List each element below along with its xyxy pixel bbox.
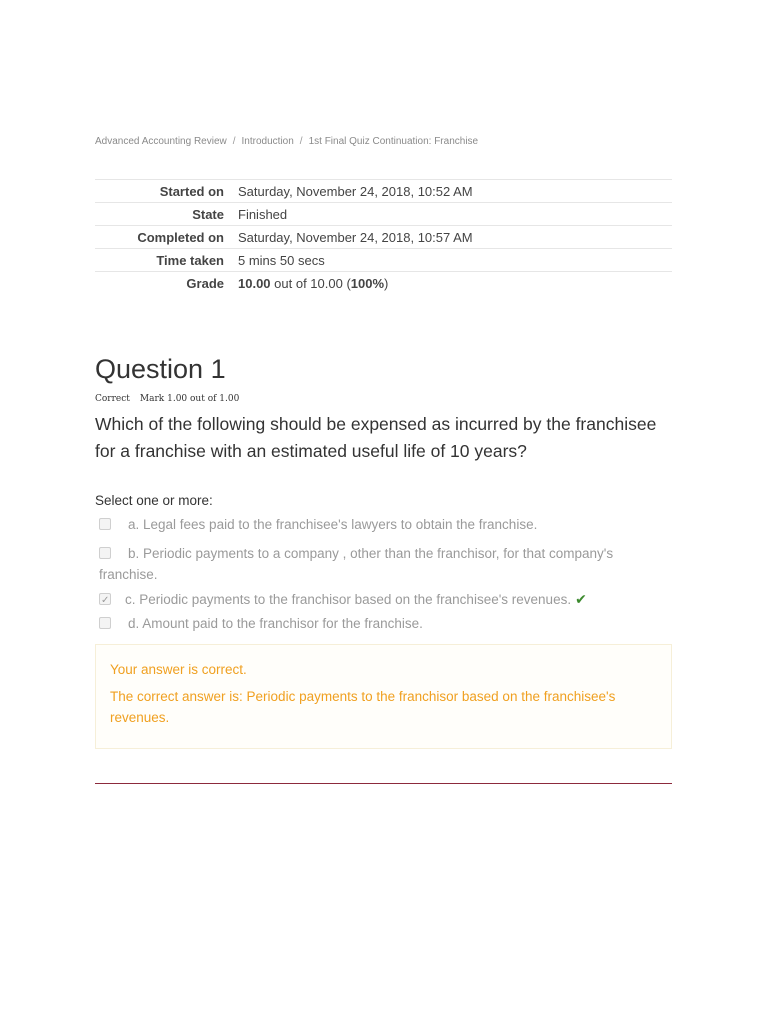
correct-check-icon: ✔: [575, 592, 587, 608]
summary-row-state: [95, 203, 672, 226]
answer-option-a[interactable]: [99, 514, 672, 535]
answer-d-label: d. Amount paid to the franchisor for the franchise.: [128, 616, 423, 631]
completed-on-label: Completed on: [137, 229, 224, 245]
breadcrumb-course[interactable]: Advanced Accounting Review: [95, 136, 227, 147]
question-title: Question 1: [95, 354, 226, 384]
grade-percent: 100%: [350, 275, 385, 291]
breadcrumb-separator: /: [232, 136, 236, 147]
feedback-correct-answer: The correct answer is: Periodic payments to the franchisor based on the franchisee's revenues.: [110, 689, 616, 725]
question-status: Correct: [95, 394, 130, 404]
answer-option-d[interactable]: [99, 613, 672, 634]
answer-b-label: b. Periodic payments to a company , other than the franchisor, for that company's franchise.: [99, 546, 614, 582]
summary-row-completed-on: [95, 226, 672, 249]
completed-on-value: Saturday, November 24, 2018, 10:57 AM: [238, 229, 473, 245]
breadcrumb-section[interactable]: Introduction: [241, 136, 294, 147]
state-value: Finished: [238, 206, 288, 222]
breadcrumb-quiz[interactable]: 1st Final Quiz Continuation: Franchise: [308, 136, 479, 147]
question-divider: [95, 783, 672, 784]
breadcrumb-separator: /: [299, 136, 303, 147]
question-mark: Mark 1.00 out of 1.00: [139, 394, 240, 404]
started-on-value: Saturday, November 24, 2018, 10:52 AM: [238, 183, 473, 199]
select-prompt: Select one or more:: [95, 493, 213, 508]
state-label: State: [192, 206, 224, 222]
grade-value: [238, 272, 672, 295]
summary-row-time-taken: [95, 249, 672, 272]
answer-c-label: c. Periodic payments to the franchisor based on the franchisee's revenues.: [125, 592, 572, 607]
summary-row-started-on: [95, 180, 672, 203]
answer-option-b[interactable]: [99, 543, 672, 585]
feedback-box: [95, 644, 672, 749]
feedback-result: Your answer is correct.: [110, 662, 247, 677]
answer-c-checkbox[interactable]: [99, 593, 111, 605]
grade-label: Grade: [186, 275, 224, 291]
answer-option-c[interactable]: [99, 589, 672, 611]
time-taken-value: 5 mins 50 secs: [238, 252, 325, 268]
grade-score: 10.00: [238, 275, 271, 291]
breadcrumb: [95, 136, 478, 147]
answer-a-label: a. Legal fees paid to the franchisee's lawyers to obtain the franchise.: [128, 517, 538, 532]
answer-a-checkbox[interactable]: [99, 518, 111, 530]
started-on-label: Started on: [159, 183, 224, 199]
question-text: Which of the following should be expensed as incurred by the franchisee for a franchise with an estimated useful life of 10 years?: [95, 414, 657, 461]
grade-close: ): [384, 275, 389, 291]
grade-out-of: out of 10.00 (: [270, 275, 351, 291]
question-info: [95, 394, 239, 404]
answer-d-checkbox[interactable]: [99, 617, 111, 629]
attempt-summary-table: [95, 179, 672, 294]
summary-row-grade: [95, 272, 672, 295]
time-taken-label: Time taken: [156, 252, 224, 268]
answer-b-checkbox[interactable]: [99, 547, 111, 559]
